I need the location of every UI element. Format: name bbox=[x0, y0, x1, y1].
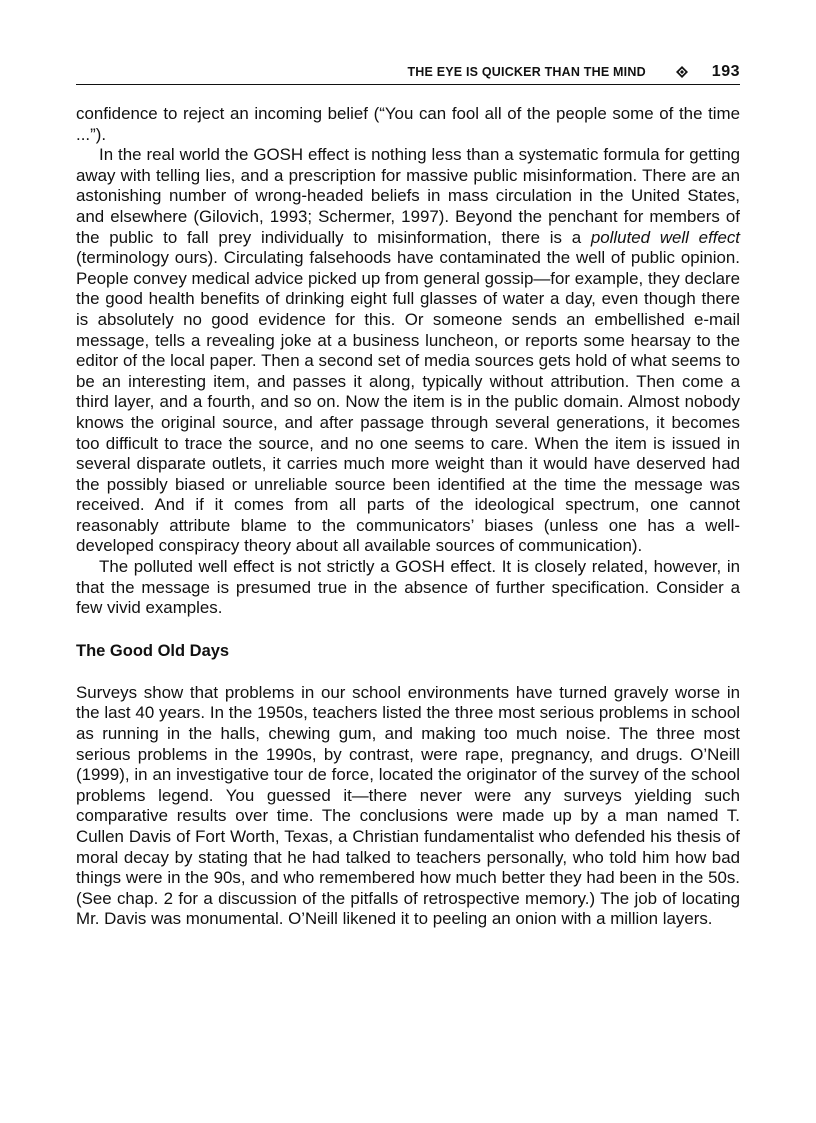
diamond-ornament-icon bbox=[676, 66, 688, 78]
page-body bbox=[76, 104, 740, 930]
paragraph-2-part-2: (terminology ours). Circulating falsehoods have contaminated the well of public opinion. People convey medical advice picked up from general gossip—for example, they declare the good health benefits of drinking eight full glasses of water a day, even though there is absolutely no good evidence for this. Or someone sends an embellished e-mail message, tells a revealing joke at a business luncheon, or reports some hearsay to the editor of the local paper. Then a second set of media sources gets hold of what seems to be an interesting item, and passes it along, typically without attribution. Then come a third layer, and a fourth, and so on. Now the item is in the public domain. Almost nobody knows the original source, and after passage through several generations, it becomes too difficult to trace the source, and no one seems to care. When the item is issued in several disparate outlets, it carries much more weight than it would have deserved had the possibly biased or unreliable source been identified at the time the message was received. And if it comes from all parts of the ideological spectrum, one cannot reasonably attribute blame to the communicators’ biases (unless one has a well-developed conspiracy theory about all available sources of communication). bbox=[76, 248, 740, 556]
header-rule bbox=[76, 84, 740, 85]
running-head bbox=[76, 62, 740, 82]
paragraph-4: Surveys show that problems in our school environments have turned gravely worse in the last 40 years. In the 1950s, teachers listed the three most serious problems in school as running in the halls, chewing gum, and making too much noise. The three most serious problems in the 1990s, by contrast, were rape, pregnancy, and drugs. O’Neill (1999), in an investigative tour de force, located the originator of the survey of the school problems legend. You guessed it—there never were any surveys yielding such comparative results over time. The conclusions were made up by a man named T. Cullen Davis of Fort Worth, Texas, a Christian fundamentalist who defended his thesis of moral decay by stating that he had talked to teachers personally, who told him how bad things were in the 90s, and who remembered how much better they had been in the 50s. (See chap. 2 for a discussion of the pitfalls of retrospective memory.) The job of locating Mr. Davis was monumental. O’Neill likened it to peeling an onion with a million layers. bbox=[76, 682, 740, 929]
page-number: 193 bbox=[711, 63, 740, 80]
paragraph-1: confidence to reject an incoming belief (“You can fool all of the people some of the time ...”). bbox=[76, 104, 740, 144]
paragraph-2-part-1: In the real world the GOSH effect is nothing less than a systematic formula for getting away with telling lies, and a prescription for massive public misinformation. There are an astonishing number of wrong-headed beliefs in mass circulation in the United States, and elsewhere (Gilovich, 1993; Schermer, 1997). Beyond the penchant for members of the public to fall prey individually to misinformation, there is a bbox=[76, 145, 740, 247]
paragraph-2 bbox=[76, 145, 740, 557]
section-heading: The Good Old Days bbox=[76, 641, 230, 660]
italic-term: polluted well effect bbox=[590, 227, 740, 247]
running-title: THE EYE IS QUICKER THAN THE MIND bbox=[407, 65, 646, 79]
paragraph-3: The polluted well effect is not strictly a GOSH effect. It is closely related, however, in that the message is presumed true in the absence of further specification. Consider a few vivid examples. bbox=[76, 557, 740, 618]
